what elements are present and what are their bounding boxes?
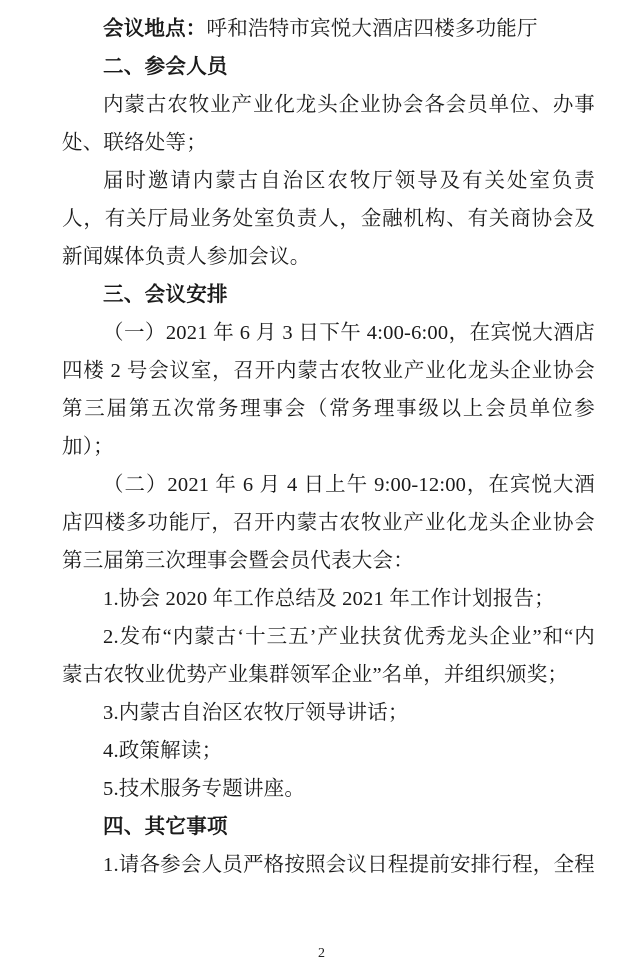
- other-matters-item-1: 1.请各参会人员严格按照会议日程提前安排行程，全程: [103, 854, 595, 876]
- page-number: 2: [318, 946, 325, 961]
- agenda-item-4: 4.政策解读；: [103, 740, 223, 762]
- meeting-location-line: [62, 10, 595, 48]
- agenda-item-5: 5.技术服务专题讲座。: [103, 778, 306, 800]
- meeting-location-value: 呼和浩特市宾悦大酒店四楼多功能厅: [206, 18, 538, 40]
- arrangement-item-1: （一）2021 年 6 月 3 日下午 4:00-6:00，在宾悦大酒店四楼 2 号会议室，召开内蒙古农牧业产业化龙头企业协会第三届第五次常务理事会（常务理事级以上会员单位参加）；: [62, 322, 595, 458]
- section-heading-other-matters: 四、其它事项: [103, 816, 228, 838]
- participants-paragraph-2: 届时邀请内蒙古自治区农牧厅领导及有关处室负责人，有关厅局业务处室负责人，金融机构、有关商协会及新闻媒体负责人参加会议。: [62, 170, 595, 268]
- agenda-item-3: 3.内蒙古自治区农牧厅领导讲话；: [103, 702, 409, 724]
- participants-paragraph-1: 内蒙古农牧业产业化龙头企业协会各会员单位、办事处、联络处等；: [62, 94, 595, 154]
- agenda-item-1: 1.协会 2020 年工作总结及 2021 年工作计划报告；: [103, 588, 555, 610]
- agenda-item-2: 2.发布“内蒙古‘十三五’产业扶贫优秀龙头企业”和“内蒙古农牧业优势产业集群领军企业”名单，并组织颁奖；: [62, 626, 595, 686]
- section-heading-participants: 二、参会人员: [103, 56, 228, 78]
- meeting-location-label: 会议地点：: [103, 18, 207, 40]
- arrangement-item-2: （二）2021 年 6 月 4 日上午 9:00-12:00，在宾悦大酒店四楼多功能厅，召开内蒙古农牧业产业化龙头企业协会第三届第三次理事会暨会员代表大会：: [62, 474, 595, 572]
- section-heading-arrangement: 三、会议安排: [103, 284, 228, 306]
